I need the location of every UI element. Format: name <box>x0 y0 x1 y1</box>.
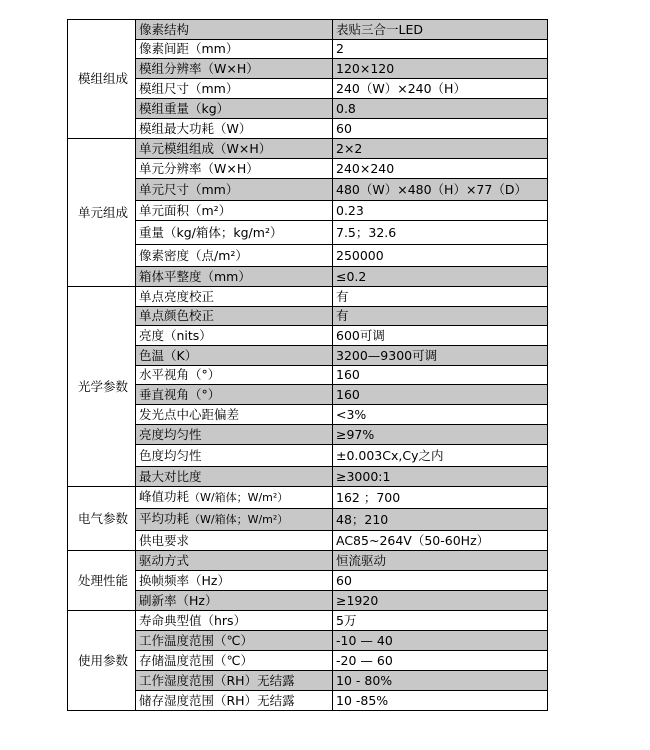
param-name-text: 峰值功耗 <box>139 489 190 504</box>
param-name-text: 存储温度范围（℃） <box>139 652 254 668</box>
spec-row <box>68 307 548 326</box>
param-name-text: 最大对比度 <box>139 468 202 484</box>
param-value: 0.23 <box>333 201 548 221</box>
param-value: 480（W）×480（H）×77（D） <box>333 179 548 201</box>
param-name <box>136 40 333 59</box>
param-name <box>136 326 333 346</box>
spec-row <box>68 531 548 551</box>
param-value: ±0.003Cx,Cy之内 <box>333 445 548 467</box>
param-value: 3200—9300可调 <box>333 346 548 366</box>
param-name-text: 色温（K） <box>139 347 198 363</box>
param-name-text: 模组分辨率（W×H） <box>139 60 259 76</box>
param-value: 5万 <box>333 611 548 631</box>
spec-row <box>68 267 548 287</box>
spec-row <box>68 467 548 487</box>
spec-row <box>68 326 548 346</box>
param-name-text: 工作湿度范围（RH）无结露 <box>139 672 295 688</box>
spec-row <box>68 671 548 691</box>
spec-table <box>67 19 548 711</box>
category-label: 处理性能 <box>68 551 136 611</box>
param-unit-text: （W/箱体；W/m²） <box>189 513 289 526</box>
param-name-text: 发光点中心距偏差 <box>139 406 240 422</box>
param-name <box>136 366 333 385</box>
category-label: 电气参数 <box>68 487 136 551</box>
param-name-text: 单元分辨率（W×H） <box>139 160 259 176</box>
param-name <box>136 631 333 651</box>
param-name-text: 像素结构 <box>139 21 190 37</box>
param-name <box>136 591 333 611</box>
spec-row <box>68 366 548 385</box>
param-name <box>136 611 333 631</box>
param-value: ≥97% <box>333 425 548 445</box>
param-value: 2 <box>333 40 548 59</box>
param-name-text: 单点亮度校正 <box>139 288 215 304</box>
param-name <box>136 551 333 571</box>
param-name-text: 模组最大功耗（W） <box>139 120 252 136</box>
param-value: 48；210 <box>333 509 548 531</box>
param-name <box>136 201 333 221</box>
param-value: 60 <box>333 119 548 139</box>
param-name <box>136 445 333 467</box>
param-name-text: 像素密度（点/m²） <box>139 247 248 263</box>
param-name-text: 工作温度范围（℃） <box>139 632 254 648</box>
spec-row <box>68 159 548 179</box>
param-name <box>136 59 333 79</box>
param-name-text: 模组重量（kg） <box>139 100 230 116</box>
spec-row <box>68 20 548 40</box>
param-name-text: 色度均匀性 <box>139 447 202 463</box>
spec-row <box>68 99 548 119</box>
param-name-text: 平均功耗 <box>139 511 190 526</box>
spec-row <box>68 139 548 159</box>
param-name-text: 单点颜色校正 <box>139 308 215 323</box>
spec-row <box>68 551 548 571</box>
param-name-text: 重量（kg/箱体；kg/m²） <box>139 224 283 240</box>
param-name <box>136 487 333 509</box>
spec-row <box>68 79 548 99</box>
category-label: 光学参数 <box>68 287 136 487</box>
param-value: 2×2 <box>333 139 548 159</box>
param-value: -10 — 40 <box>333 631 548 651</box>
param-value: 60 <box>333 571 548 591</box>
param-value: 有 <box>333 307 548 326</box>
param-name <box>136 221 333 245</box>
param-name-text: 亮度均匀性 <box>139 426 202 442</box>
param-name-text: 亮度（nits） <box>139 327 212 343</box>
param-name-text: 垂直视角（°） <box>139 386 221 402</box>
param-name <box>136 509 333 531</box>
spec-row <box>68 40 548 59</box>
param-name <box>136 425 333 445</box>
param-name <box>136 20 333 40</box>
param-name <box>136 571 333 591</box>
param-name <box>136 267 333 287</box>
param-value: 0.8 <box>333 99 548 119</box>
param-value: AC85~264V（50-60Hz） <box>333 531 548 551</box>
param-name <box>136 691 333 711</box>
spec-sheet <box>67 19 547 711</box>
param-value: ≤0.2 <box>333 267 548 287</box>
spec-row <box>68 445 548 467</box>
param-value: 10 - 80% <box>333 671 548 691</box>
spec-row <box>68 405 548 425</box>
param-name <box>136 671 333 691</box>
spec-row <box>68 691 548 711</box>
param-name <box>136 139 333 159</box>
spec-row <box>68 509 548 531</box>
spec-row <box>68 346 548 366</box>
param-name <box>136 159 333 179</box>
param-value: <3% <box>333 405 548 425</box>
param-name <box>136 467 333 487</box>
spec-row <box>68 591 548 611</box>
param-name <box>136 287 333 307</box>
spec-row <box>68 487 548 509</box>
param-name-text: 单元模组组成（W×H） <box>139 140 272 156</box>
param-value: 240×240 <box>333 159 548 179</box>
spec-row <box>68 287 548 307</box>
param-name <box>136 245 333 267</box>
param-value: 250000 <box>333 245 548 267</box>
spec-row <box>68 571 548 591</box>
spec-row <box>68 179 548 201</box>
param-value: 10 -85% <box>333 691 548 711</box>
param-value: 120×120 <box>333 59 548 79</box>
param-name <box>136 346 333 366</box>
param-name <box>136 99 333 119</box>
param-name <box>136 179 333 201</box>
param-name-text: 箱体平整度（mm） <box>139 268 251 284</box>
category-label: 单元组成 <box>68 139 136 287</box>
param-name <box>136 119 333 139</box>
param-name-text: 储存湿度范围（RH）无结露 <box>139 692 295 708</box>
param-name <box>136 531 333 551</box>
param-name-text: 单元尺寸（mm） <box>139 181 239 197</box>
param-value: 恒流驱动 <box>333 551 548 571</box>
spec-row <box>68 221 548 245</box>
category-label: 使用参数 <box>68 611 136 711</box>
param-value: 162 ；700 <box>333 487 548 509</box>
param-value: 600可调 <box>333 326 548 346</box>
param-value: 160 <box>333 366 548 385</box>
param-name-text: 模组尺寸（mm） <box>139 80 239 96</box>
category-label: 模组组成 <box>68 20 136 139</box>
spec-row <box>68 119 548 139</box>
spec-row <box>68 385 548 405</box>
param-value: 160 <box>333 385 548 405</box>
param-name-text: 供电要求 <box>139 532 190 548</box>
param-unit-text: （W/箱体；W/m²） <box>189 491 289 504</box>
param-name <box>136 307 333 326</box>
param-value: 240（W）×240（H） <box>333 79 548 99</box>
spec-row <box>68 611 548 631</box>
param-name-text: 像素间距（mm） <box>139 41 239 56</box>
spec-row <box>68 59 548 79</box>
param-name-text: 驱动方式 <box>139 552 190 568</box>
param-value: 表贴三合一LED <box>333 20 548 40</box>
param-value: 7.5；32.6 <box>333 221 548 245</box>
param-name <box>136 385 333 405</box>
param-name <box>136 405 333 425</box>
param-name-text: 刷新率（Hz） <box>139 592 218 608</box>
param-value: -20 — 60 <box>333 651 548 671</box>
spec-row <box>68 631 548 651</box>
param-name-text: 换帧频率（Hz） <box>139 572 230 588</box>
param-name-text: 单元面积（m²） <box>139 202 232 218</box>
spec-row <box>68 425 548 445</box>
spec-row <box>68 651 548 671</box>
spec-row <box>68 201 548 221</box>
param-name <box>136 79 333 99</box>
param-value: 有 <box>333 287 548 307</box>
param-value: ≥1920 <box>333 591 548 611</box>
param-name-text: 寿命典型值（hrs） <box>139 612 247 628</box>
param-name-text: 水平视角（°） <box>139 367 221 382</box>
spec-row <box>68 245 548 267</box>
param-name <box>136 651 333 671</box>
param-value: ≥3000:1 <box>333 467 548 487</box>
